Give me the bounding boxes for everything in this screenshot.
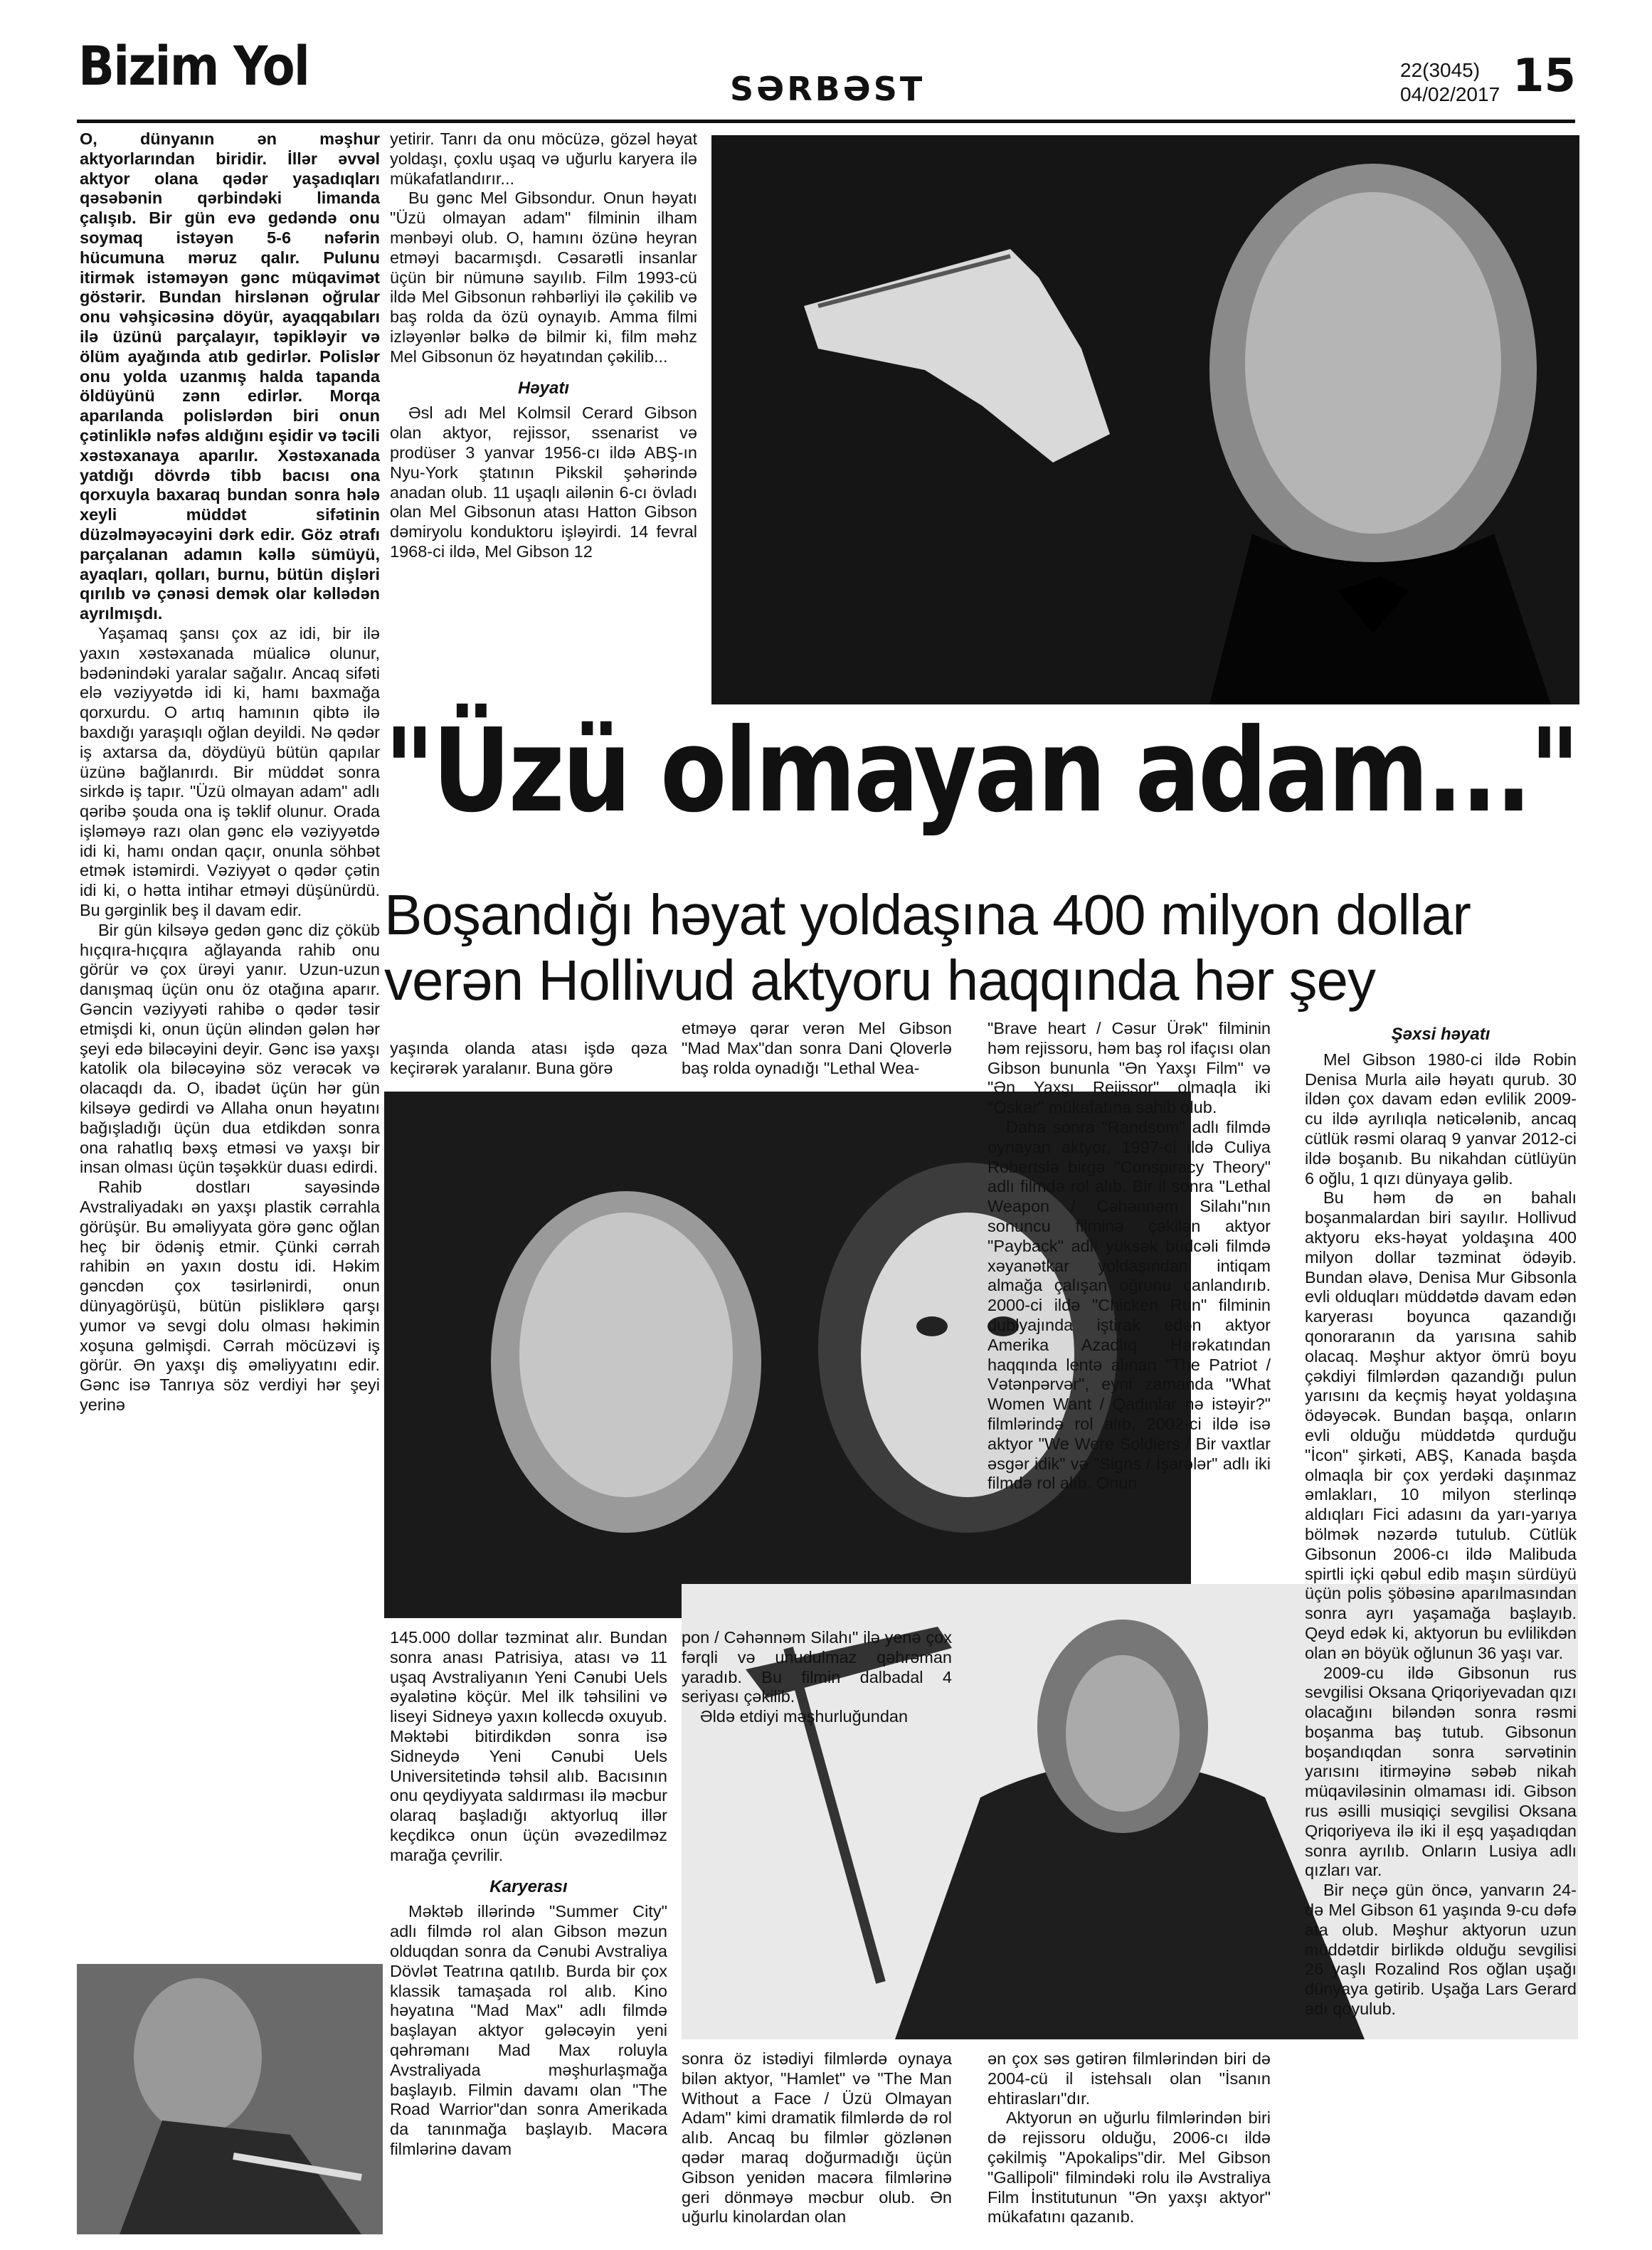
paragraph: ən çox səs gətirən filmlərindən biri də 2004-cü il istehsalı olan "İsanın ehtirasları"dır. <box>988 2049 1271 2108</box>
paragraph: 2009-cu ildə Gibsonun rus sevgilisi Oksana Qriqoriyevadan qızı olacağını biləndən sonra rəsmi boşanma baş tutub. Gibsonun boşandıqdan sonra sərvətinin yarısını itirməyinə səbəb nikah müqaviləsinin olmaması idi. Gibson rus əsilli musiqiçi sevgilisi Oksana Qriqoriyeva ilə iki il eşq yaşadıqdan sonra ayrılıb. Onların Lusiya adlı qızları var. <box>1305 1663 1577 1880</box>
headline: "Üzü olmayan adam..." <box>384 704 1578 838</box>
column-1 <box>80 130 380 1415</box>
column-3-top <box>682 1019 952 1078</box>
paragraph: yetirir. Tanrı da onu möcüzə, gözəl həyat yoldaşı, çoxlu uşaq və uğurlu karyera ilə mükafatlandırır... <box>390 130 697 188</box>
paragraph: Əldə etdiyi məşhurluğundan <box>700 1707 909 1726</box>
column-3-bottom <box>682 2049 952 2227</box>
paragraph: Rahib dostları sayəsində Avstraliyadakı ən yaxşı plastik cərrahla görüşür. Bu əməliyyata görə gənc oğlan heç bir ödəniş etmir. Çünki cərrah rahibin ən yaxın dostu idi. Həkim gəncdən çox təsirlənirdi, onun dünyagörüşü, bütün pisliklərə qarşı yumor və sevgi dolu olması həkimin xoşuna gəlmişdi. Cərrah möcüzəvi iş görür. Ən yaxşı diş əməliyyatını edir. Gənc isə Tanrıya söz verdiyi hər şeyi yerinə <box>80 1178 380 1414</box>
subheading-heyati: Həyatı <box>517 378 570 398</box>
section-name: SƏRBƏST <box>730 70 926 108</box>
paragraph: yaşında olanda atası işdə qəza keçirərək yaralanır. Buna görə <box>390 1039 667 1077</box>
column-4 <box>988 1019 1271 1494</box>
header-rule <box>77 120 1575 123</box>
paragraph: Bir neçə gün öncə, yanvarın 24-də Mel Gibson 61 yaşında 9-cu dəfə ata olub. Məşhur aktyorun uzun müddətdir birlikdə olduğu sevgilisi 26 yaşlı Rozalind Ros oğlan uşağı dünyaya gətirib. Uşağa Lars Gerard adı qoyulub. <box>1305 1881 1577 2019</box>
paragraph: Məktəb illərində "Summer City" adlı filmdə rol alan Gibson məzun olduqdan sonra da Cənubi Avstraliya Dövlət Teatrına qatılıb. Burda bir çox klassik tamaşada rol alıb. Kino həyatına "Mad Max" adlı filmdə başlayan aktyor gələcəyin yeni qəhrəmanı Mad Max roluyla Avstraliyada məşhurlaşmağa başlayıb. Filmin davamı olan "The Road Warrior"dan sonra Amerikada da tanınmağa başlayıb. Macəra filmlərinə davam <box>390 1902 667 2158</box>
issue-date: 04/02/2017 <box>1400 83 1500 105</box>
lead-paragraph: O, dünyanın ən məşhur aktyorlarından biridir. İllər əvvəl aktyor olana qədər yaşadıqları qəsəbənin qərbindəki limanda çalışıb. Bir gün evə gedəndə onu soymaq istəyən 5-6 nəfərin hücumuna məruz qalır. Pulunu itirmək istəməyən gənc müqavimət göstərir. Bundan hirslənən oğrular onu vəhşicəsinə döyür, ayaqqabıları ilə üzünü parçalayır, təpikləyir və ölüm ayağında atıb gedirlər. Polislər onu yolda uzanmış halda tapanda öldüyünü zənn edirlər. Morqa aparılanda polislərdən biri onun çətinliklə nəfəs aldığını eşidir və təcili xəstəxanaya aparılır. Xəstəxanada yatdığı dövrdə tibb bacısı ona qorxuyla baxaraq bundan sonra hələ xeyli müddət sifətinin düzəlməyəcəyini dərk edir. Göz ətrafı parçalanan adamın kəllə sümüyü, ayaqları, qolları, burnu, bütün dişləri qırılıb və çənəsi demək olar kəllədən ayrılmışdı. <box>80 130 380 623</box>
column-2b-bottom <box>390 1628 667 2160</box>
paragraph: "Brave heart / Cəsur Ürək" filminin həm rejissoru, həm baş rol ifaçısı olan Gibson bununla "Ən Yaxşı Film" və "Ən Yaxşı Rejissor" olmaqla iki "Oskar" mükafatına sahib olub. <box>988 1019 1271 1117</box>
subheading-karyerasi: Karyerası <box>489 1876 568 1896</box>
paragraph: 145.000 dollar təzminat alır. Bundan sonra anası Patrisiya, atası və 11 uşaq Avstraliyanın Yeni Cənubi Uels əyalətinə köçür. Mel ilk təhsilini və liseyi Sidneyə yaxın kollecdə oxuyub. Məktəbi bitirdikdən sonra isə Sidneydə Yeni Cənubi Uels Universitetində təhsil alıb. Bacısının onu qeydiyyata saldırması ilə məcbur olaraq başladığı aktyorluq illər keçdikcə onun üçün əvəzedilməz marağa çevrilir. <box>390 1628 667 1864</box>
paragraph: Aktyorun ən uğurlu filmlərindən biri də rejissoru olduğu, 2006-cı ildə çəkilmiş "Apokalips"dir. Mel Gibson "Gallipoli" filmindəki rolu ilə Avstraliya Film İnstitutunun "Ən yaxşı aktyor" mükafatını qazanıb. <box>988 2108 1271 2227</box>
subheadline: Boşandığı həyat yoldaşına 400 milyon dollar verən Hollivud aktyoru haqqında hər şey <box>384 883 1471 1012</box>
paragraph: etməyə qərar verən Mel Gibson "Mad Max"dan sonra Dani Qloverlə baş rolda oynadığı "Lethal Wea- <box>682 1019 952 1077</box>
column-2-top <box>390 130 697 562</box>
paragraph: Bu gənc Mel Gibsondur. Onun həyatı "Üzü olmayan adam" filminin ilham mənbəyi olub. O, hamını özünə heyran etməyi bacarmışdı. Cəsarətli insanlar üçün bir nümunə sayılıb. Film 1993-cü ildə Mel Gibsonun rəhbərliyi ilə çəkilib və baş rolda da özü oynayıb. Amma filmi izləyənlər bəlkə də bilmir ki, film məhz Mel Gibsonun öz həyatından çəkilib... <box>390 189 697 366</box>
paragraph: Bir gün kilsəyə gedən gənc diz çöküb hıçqıra-hıçqıra ağlayanda rahib onu görür və çox ürəyi yanır. Uzun-uzun danışmaq üçün onu öz otağına aparır. Gəncin vəziyyəti rahibə o qədər təsir etmişdi ki, onun üçün əlindən gələn hər şeyi edə biləcəyini deyir. Gənc isə yaxşı katolik ola biləcəyinə söz verəcək və olacaqdı da. O, ibadət üçün hər gün kilsəyə gedirdi və Allaha onun həyatını bağışladığı üçün dua etdikdən sonra ona rahatlıq bəxş etməsi və yaxşı bir insan olması üçün təşəkkür duası edirdi. <box>80 920 380 1177</box>
column-4-bottom <box>988 2049 1271 2227</box>
paragraph: Mel Gibson 1980-ci ildə Robin Denisa Murla ailə həyatı qurub. 30 ildən çox davam edən evlilik 2009-cu ildə ayrılıqla nəticələnib, ancaq cütlük rəsmi olaraq 9 yanvar 2012-ci ildə boşanıb. Bu nikahdan cütlüyün 6 oğlu, 1 qızı dünyaya gəlib. <box>1305 1050 1577 1188</box>
action-photo <box>77 1964 383 2234</box>
paragraph: sonra öz istədiyi filmlərdə oynaya bilən aktyor, "Hamlet" və "The Man Without a Face / Üzü Olmayan Adam" kimi dramatik filmlərdə də rol alıb. Ancaq bu filmlər gözlənən qədər maraq doğurmadığı üçün Gibson yenidən macəra filmlərinə geri dönməyə məcbur olub. Ən uğurlu kinolardan olan <box>682 2049 952 2227</box>
paragraph: Əsl adı Mel Kolmsil Cerard Gibson olan aktyor, rejissor, ssenarist və prodüser 3 yanvar 1956-cı ildə ABŞ-ın Nyu-York ştatının Pikskil şəhərində anadan olub. 11 uşaqlı ailənin 6-cı övladı olan Mel Gibsonun atası Hatton Gibson dəmiryolu konduktoru işləyirdi. 14 fevral 1968-ci ildə, Mel Gibson 12 <box>390 403 697 561</box>
subheading-sexsi: Şəxsi həyatı <box>1391 1025 1490 1044</box>
column-2b-top <box>390 1039 667 1079</box>
action-illustration <box>77 1964 383 2234</box>
issue-info <box>1400 58 1500 107</box>
paragraph: Yaşamaq şansı çox az idi, bir ilə yaxın xəstəxanada müalicə olunur, bədənindəki yaralar sağalır. Ancaq sifəti elə vəziyyətdə idi ki, hamı baxmağa qorxurdu. O artıq hamının qibtə ilə baxdığı yaraşıqlı oğlan deyildi. Nə qədər iş axtarsa da, döydüyü bütün qapılar üzünə bağlanırdı. Bir müddət sonra sirkdə iş tapır. "Üzü olmayan adam" adlı qəribə şouda ona iş təklif olunur. Orada işləməyə razı olan gənc elə vəziyyətdə idi ki, hamı ondan qaçır, onunla söhbət etmək istəmirdi. Vəziyyət o qədər çətin idi ki, o hətta intihar etməyi düşünürdü. Bu gərginlik beş il davam edir. <box>80 623 380 920</box>
portrait-photo <box>711 135 1579 704</box>
page-number: 15 <box>1513 50 1577 102</box>
paragraph: Bu həm də ən bahalı boşanmalardan biri sayılır. Hollivud aktyoru eks-həyat yoldaşına 400 milyon dollar təzminat ödəyib. Bundan əlavə, Denisa Mur Gibsonla evli olduqları müddətdə davam edən karyerası boyunca qazandığı qonoraranın da yarısına sahib olacaq. Məşhur aktyor ömrü boyu çəkdiyi filmlərdən qazandığı pulun yarısını da keçmiş həyat yoldaşına ödəyəcək. Bundan başqa, onların evli olduğu müddətdə qurduğu "İcon" şirkəti, ABŞ, Kanada başda olmaqla bir çox yerdəki daşınmaz əmlakları, 10 milyon sterlinqə aldıqları Fici adasını da yarı-yarıya bölmək nəzərdə tutulub. Cütlük Gibsonun 2006-cı ildə Malibuda spirtli içki qəbul edib maşın sürdüyü üçün polis şöbəsinə aparılmasından sonra ayrı yaşamağa başlayıb. Qeyd edək ki, aktyorun bu evlilikdən olan ən böyük oğlunun 36 yaşı var. <box>1305 1188 1577 1662</box>
issue-number: 22(3045) <box>1400 59 1481 81</box>
column-3-mid <box>682 1628 952 1727</box>
portrait-illustration <box>711 135 1579 704</box>
paragraph: pon / Cəhənnəm Silahı" ilə yenə çox fərqli və unudulmaz qəhrəman yaradıb. Bu filmin dalbadal 4 seriyası çəkilib. <box>682 1628 952 1706</box>
paragraph: Daha sonra "Randsom" adlı filmdə oynayan aktyor, 1997-ci ildə Culiya Robertslə birgə "Conspiracy Theory" adlı filmdə rol alıb. Bir il sonra "Lethal Weapon / Cəhənnəm Silahı"nın sonuncu filminə çəkilən aktyor "Payback" adlı yüksək büdcəli filmdə xəyanətkar yoldaşından intiqam almağa çalışan oğrunu canlandırıb. 2000-ci ildə "Chicken Run" filminin dublyajında iştirak edən aktyor Amerika Azadlıq Hərəkatından haqqında lentə alınan "The Patriot / Vətənpərvər", eyni zamanda "What Women Want / Qadınlar nə istəyir?" filmlərində rol alıb. 2002-ci ildə isə aktyor "We Were Soldiers / Bir vaxtlar əsgər idik" və "Signs / İşarələr" adlı iki filmdə rol alıb. Onun <box>988 1117 1271 1493</box>
column-5 <box>1305 1025 1577 2019</box>
newspaper-title: Bizim Yol <box>78 34 309 97</box>
